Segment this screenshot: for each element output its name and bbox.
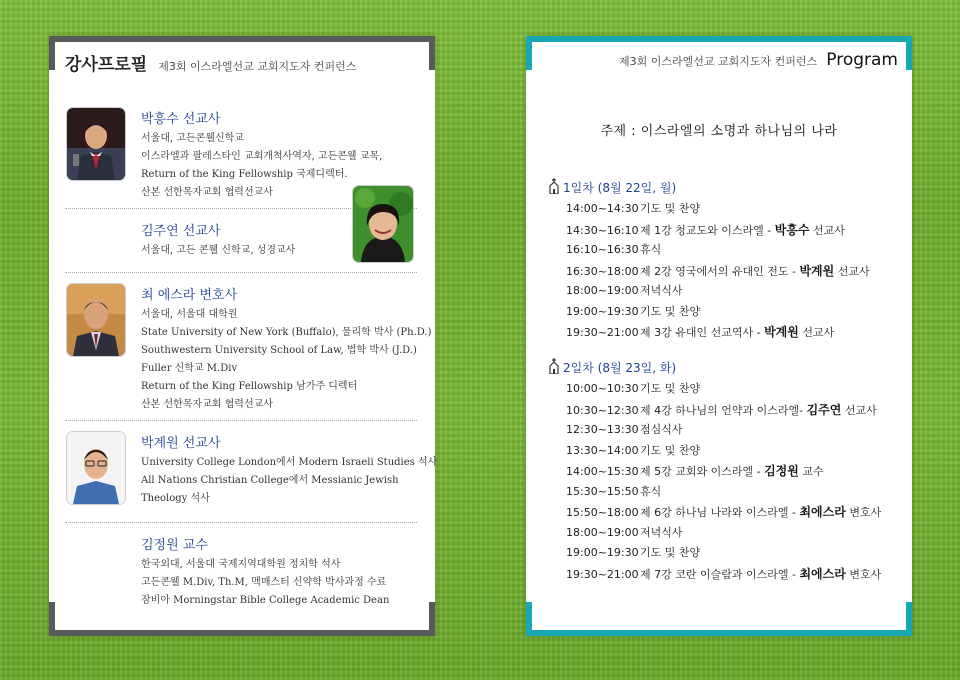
speaker-name: 최 에스라 변호사 <box>141 288 238 303</box>
frame-left <box>526 36 532 70</box>
program-theme: 주제 : 이스라엘의 소명과 하나님의 나라 <box>600 124 838 139</box>
speaker-line: 이스라엘과 팔레스타인 교회개척사역자, 고든콘웰 교목, <box>141 151 383 162</box>
speaker-line: State University of New York (Buffalo), 물리학 박사 (Ph.D.) <box>141 327 432 338</box>
page-title: 강사프로필 <box>65 55 148 75</box>
page-header <box>65 50 356 75</box>
schedule-time: 16:10~16:30 <box>566 243 639 256</box>
speaker-line: Return of the King Fellowship 국제디렉터. <box>141 169 348 180</box>
schedule-time: 14:00~15:30 <box>566 465 639 478</box>
speaker-line: 잠비아 Morningstar Bible College Academic Dean <box>141 595 390 606</box>
schedule-time: 15:30~15:50 <box>566 484 639 498</box>
schedule-speaker: 박흥수 <box>774 222 810 237</box>
schedule-row <box>566 303 700 319</box>
schedule-row <box>566 380 700 396</box>
schedule-item: 기도 및 찬양 <box>640 304 701 318</box>
schedule-item: 저녁식사 <box>640 284 683 297</box>
speaker-photo-1 <box>67 108 125 180</box>
schedule-speaker: 김정원 <box>764 464 799 478</box>
day-label: 2일차 (8월 23일, 화) <box>563 361 677 375</box>
schedule-time: 13:30~14:00 <box>566 443 639 457</box>
speaker-line: 서울대, 서울대 대학원 <box>141 309 238 320</box>
schedule-speaker: 최에스라 <box>799 566 846 581</box>
schedule-row <box>566 544 700 560</box>
schedule-item: 휴식 <box>640 243 662 256</box>
schedule-time: 14:00~14:30 <box>566 202 639 215</box>
schedule-speaker: 박계원 <box>764 325 799 339</box>
schedule-time: 18:00~19:00 <box>566 284 639 297</box>
speaker-name: 김주연 선교사 <box>141 224 221 239</box>
speaker-entry-2 <box>141 220 431 260</box>
schedule-row <box>566 462 824 479</box>
speaker-line: Theology 석사 <box>141 493 210 504</box>
frame-bottom-left <box>49 602 55 636</box>
speaker-line: 한국외대, 서울대 국제지역대학원 정치학 석사 <box>141 559 341 570</box>
frame-left <box>49 36 55 70</box>
speaker-entry-3 <box>141 284 431 414</box>
frame-top <box>49 36 435 42</box>
frame-top <box>526 36 912 42</box>
church-icon <box>548 358 560 377</box>
schedule-speaker-role: 변호사 <box>845 567 882 581</box>
frame-bottom <box>526 630 912 636</box>
frame-right <box>429 36 435 70</box>
speaker-line: Southwestern University School of Law, 법학 박사 (J.D.) <box>141 345 417 356</box>
schedule-time: 19:00~19:30 <box>566 304 639 318</box>
schedule-time: 10:00~10:30 <box>566 382 639 395</box>
schedule-time: 15:50~18:00 <box>566 506 639 519</box>
schedule-row <box>566 524 683 540</box>
speaker-line: Return of the King Fellowship 남가주 디렉터 <box>141 381 358 392</box>
frame-right <box>906 36 912 70</box>
schedule-speaker-role: 선교사 <box>834 264 870 278</box>
speaker-line: 고든콘웰 M.Div, Th.M, 맥매스터 신약학 박사과정 수료 <box>141 577 387 588</box>
schedule-row <box>566 282 683 298</box>
schedule-time: 10:30~12:30 <box>566 403 639 417</box>
page-subtitle: 제3회 이스라엘선교 교회지도자 컨퍼런스 <box>158 60 357 73</box>
speaker-line: All Nations Christian College에서 Messianic Jewish <box>141 475 399 486</box>
frame-bottom-left <box>526 602 532 636</box>
schedule-row <box>566 200 700 216</box>
divider <box>65 420 417 421</box>
schedule-row <box>566 401 877 418</box>
page-header <box>619 50 898 70</box>
speaker-line: 서울대, 고든콘웰신학교 <box>141 133 244 144</box>
program-page <box>526 36 912 636</box>
day-heading-1 <box>548 178 676 197</box>
speaker-line: Fuller 신학교 M.Div <box>141 363 238 374</box>
speaker-entry-4 <box>141 432 438 508</box>
schedule-speaker-role: 선교사 <box>841 403 877 417</box>
speaker-line: 산본 선한목자교회 협력선교사 <box>141 187 273 198</box>
schedule-row <box>566 503 881 520</box>
schedule-time: 12:30~13:30 <box>566 423 639 436</box>
speaker-name: 박계원 선교사 <box>141 436 221 451</box>
speaker-line: 서울대, 고든 콘웰 신학교, 성경교사 <box>141 245 296 256</box>
schedule-time: 19:30~21:00 <box>566 326 639 339</box>
frame-bottom-right <box>906 602 912 636</box>
frame-bottom <box>49 630 435 636</box>
schedule-time: 16:30~18:00 <box>566 264 639 278</box>
schedule-speaker-role: 교수 <box>798 465 824 478</box>
schedule-item: 휴식 <box>640 484 662 498</box>
page-title: Program <box>826 50 898 70</box>
speaker-photo-4 <box>67 432 125 504</box>
schedule-item: 기도 및 찬양 <box>640 202 701 215</box>
schedule-item: 기도 및 찬양 <box>640 382 701 395</box>
schedule-item: 제 4강 하나님의 언약과 이스라엘- <box>640 403 807 417</box>
schedule-speaker: 최에스라 <box>799 505 846 519</box>
schedule-row <box>566 565 881 582</box>
schedule-speaker-role: 선교사 <box>798 326 835 339</box>
schedule-item: 저녁식사 <box>640 525 683 539</box>
speaker-profile-page <box>49 36 438 636</box>
schedule-speaker: 김주연 <box>806 402 842 417</box>
schedule-speaker-role: 선교사 <box>809 223 845 237</box>
schedule-item: 점심식사 <box>640 423 683 436</box>
schedule-time: 19:30~21:00 <box>566 567 639 581</box>
schedule-speaker: 박계원 <box>799 263 835 278</box>
speaker-name: 박흥수 선교사 <box>141 112 221 127</box>
schedule-row <box>566 442 700 458</box>
schedule-item: 제 5강 교회와 이스라엘 - <box>640 465 765 478</box>
day-heading-2 <box>548 358 676 377</box>
speaker-name: 김정원 교수 <box>141 538 208 553</box>
schedule-row <box>566 483 661 499</box>
speaker-entry-5 <box>141 534 431 610</box>
schedule-row <box>566 323 834 340</box>
schedule-item: 제 6강 하나님 나라와 이스라엘 - <box>640 506 800 519</box>
day-label: 1일차 (8월 22일, 월) <box>563 181 677 195</box>
divider <box>65 272 417 273</box>
schedule-item: 기도 및 찬양 <box>640 546 701 559</box>
schedule-item: 제 7강 코란 이슬람과 이스라엘 - <box>640 567 800 581</box>
schedule-row <box>566 262 870 279</box>
page-subtitle: 제3회 이스라엘선교 교회지도자 컨퍼런스 <box>619 55 818 68</box>
schedule-time: 19:00~19:30 <box>566 546 639 559</box>
speaker-line: University College London에서 Modern Israeli Studies 석사 <box>141 457 438 468</box>
schedule-time: 14:30~16:10 <box>566 223 639 237</box>
schedule-item: 제 1강 청교도와 이스라엘 - <box>640 223 775 237</box>
schedule-item: 제 2강 영국에서의 유대인 전도 - <box>640 264 800 278</box>
schedule-time: 18:00~19:00 <box>566 525 639 539</box>
schedule-row <box>566 221 845 238</box>
speaker-photo-3 <box>67 284 125 356</box>
schedule-speaker-role: 변호사 <box>845 506 882 519</box>
speaker-line: 산본 선한목자교회 협력선교사 <box>141 399 273 410</box>
schedule-item: 제 3강 유대인 선교역사 - <box>640 326 765 339</box>
divider <box>65 522 417 523</box>
schedule-item: 기도 및 찬양 <box>640 443 701 457</box>
church-icon <box>548 178 560 197</box>
schedule-row <box>566 241 661 257</box>
schedule-row <box>566 421 683 437</box>
